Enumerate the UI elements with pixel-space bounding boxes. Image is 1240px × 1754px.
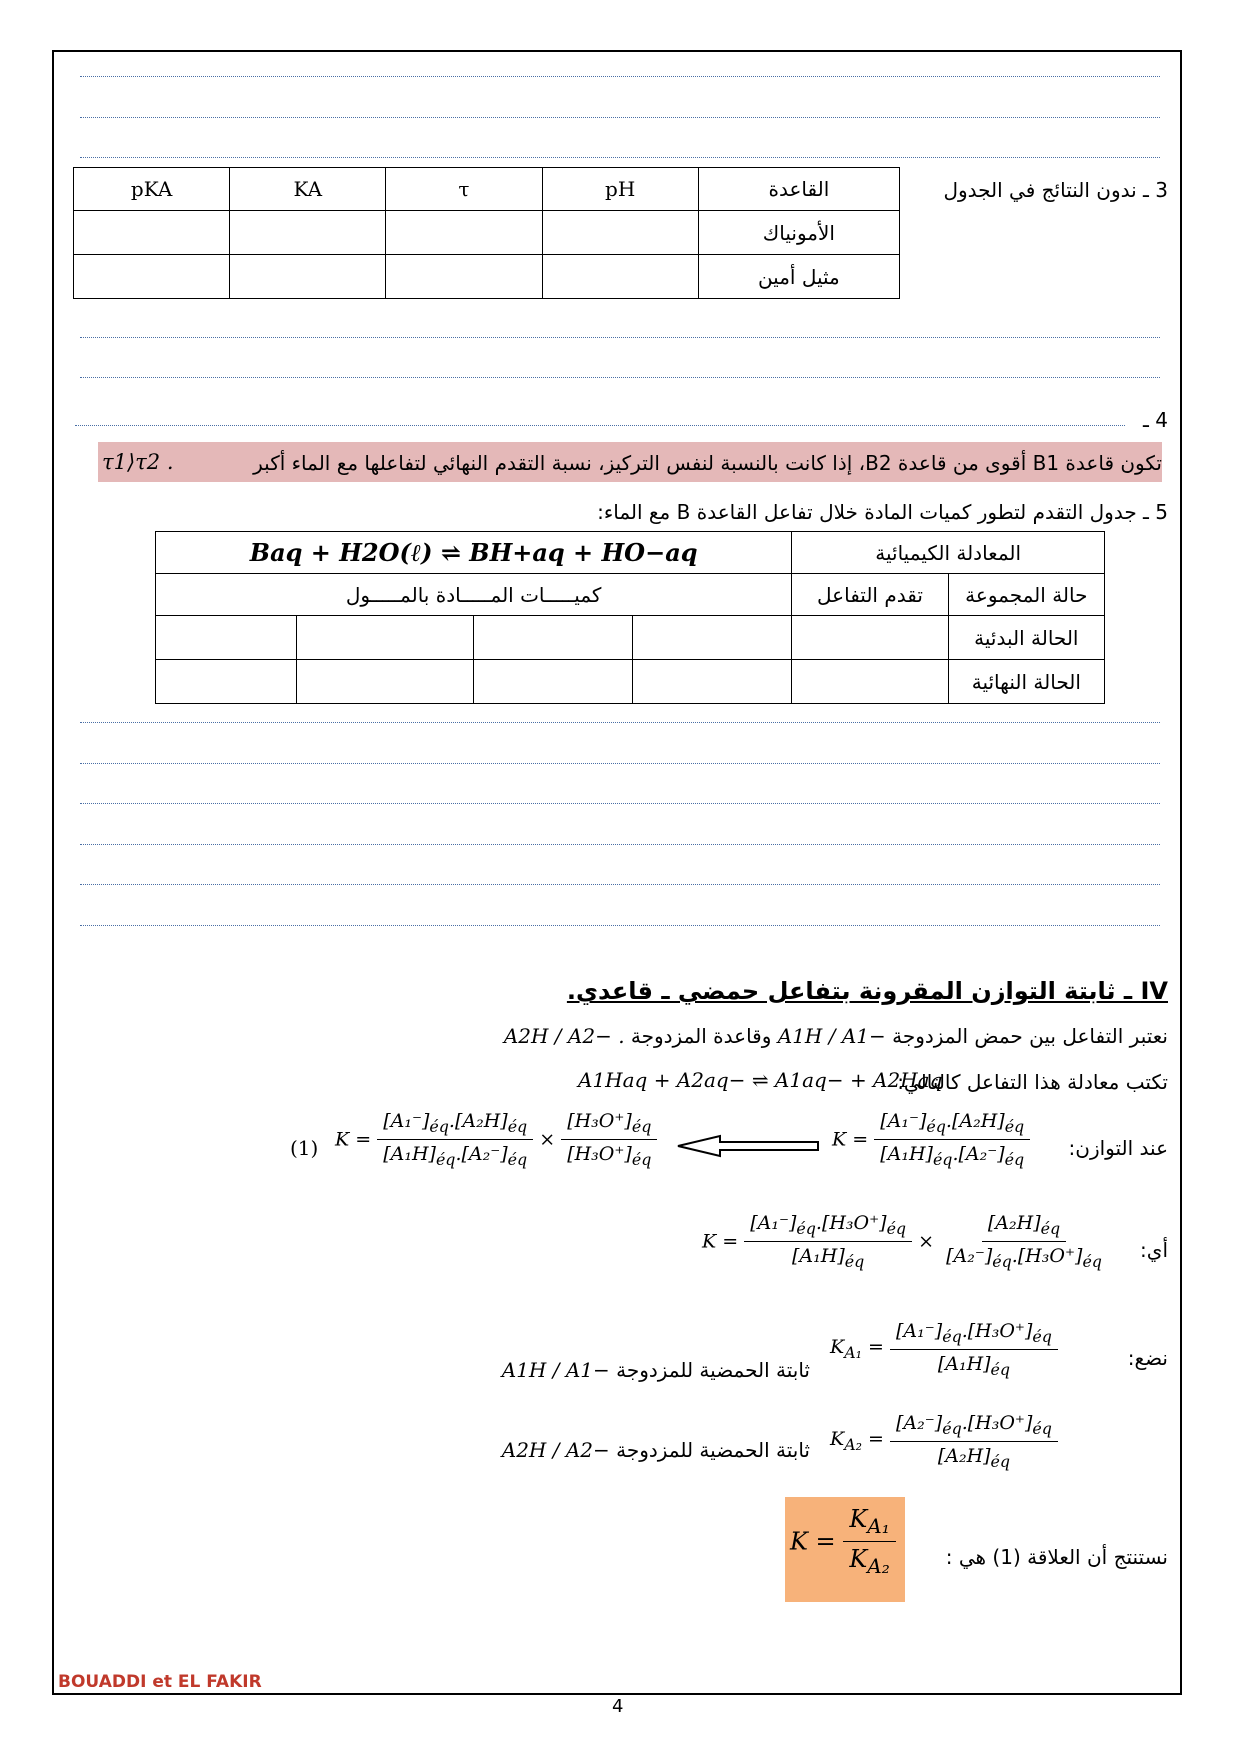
answer-line (75, 425, 1125, 426)
cell (230, 255, 386, 299)
page-number: 4 (612, 1696, 624, 1717)
answer-line (80, 377, 1160, 378)
row-methylamine: مثيل أمين (698, 255, 899, 299)
k-expression-split: K = $\frac{[A_1^-]_{éq}.[H_3O^+]_{éq}}{[A_1H]_{éq}}$ × $\frac{[A_2H]_{éq}}{[A_2^-]_{éq}.[H_3O^+]_{éq}}$ (702, 1212, 1102, 1271)
cell (156, 660, 297, 704)
equilibrium-label: عند التوازن: (1068, 1136, 1168, 1160)
cell (297, 660, 473, 704)
ka1-text: ثابتة الحمضية للمزدوجة (616, 1358, 810, 1382)
cell (632, 616, 791, 660)
quantities-header: كميـــــات المـــــادة بالمـــــول (156, 574, 792, 616)
q4-relation: τ1⟩τ2 . (102, 450, 174, 474)
header-tau: τ (386, 168, 542, 211)
cell (386, 211, 542, 255)
pair1: A1H / A1− (777, 1024, 886, 1048)
header-ph: pH (542, 168, 698, 211)
answer-line (80, 844, 1160, 845)
state-header: حالة المجموعة (948, 574, 1104, 616)
header-base: القاعدة (698, 168, 899, 211)
ka2-pair: A2H / A2− (501, 1438, 610, 1462)
q4-label: 4 ـ (1143, 408, 1168, 432)
q5-label: 5 ـ جدول التقدم لتطور كميات المادة خلال تفاعل القاعدة B مع الماء: (597, 500, 1168, 524)
cell (792, 660, 948, 704)
ka2-desc (502, 1438, 810, 1462)
intro-part2: وقاعدة المزدوجة (630, 1024, 772, 1048)
row-initial: الحالة البدئية (948, 616, 1104, 660)
k-expression-right: K = $\frac{[A_1^-]_{éq}.[A_2H]_{éq}}{[A_1H]_{éq}.[A_2^-]_{éq}}$ × $\frac{[H_3O^+]_{éq}}{[H_3O^+]_{éq}}$ (335, 1110, 657, 1169)
ka1-pair: A1H / A1− (501, 1358, 610, 1382)
answer-line (80, 803, 1160, 804)
cell (230, 211, 386, 255)
reaction-eq: A1Haq + A2aq− ⇌ A1aq− + A2Haq (578, 1068, 943, 1092)
cell (542, 211, 698, 255)
pair2: A2H / A2− . (503, 1024, 625, 1048)
answer-line (80, 337, 1160, 338)
header-pka: pKA (74, 168, 230, 211)
answer-line (80, 117, 1160, 118)
section-title: IV ـ ثابتة التوازن المقرونة بتفاعل حمضي ـ قاعدي. (566, 977, 1168, 1005)
advancement-table (155, 531, 1105, 704)
q3-label: 3 ـ ندون النتائج في الجدول (943, 178, 1168, 202)
answer-line (80, 884, 1160, 885)
authors-footer: BOUADDI et EL FAKIR (58, 1672, 262, 1692)
ka1-desc (502, 1358, 810, 1382)
cell (473, 616, 632, 660)
cell (386, 255, 542, 299)
eq-header: المعادلة الكيميائية (792, 532, 1105, 574)
section-intro (504, 1024, 1168, 1048)
advance-header: تقدم التفاعل (792, 574, 948, 616)
answer-line (80, 763, 1160, 764)
cell (542, 255, 698, 299)
row-ammonia: الأمونياك (698, 211, 899, 255)
ai-label: أي: (1140, 1238, 1168, 1262)
answer-line (80, 76, 1160, 77)
cell (792, 616, 948, 660)
cell (74, 255, 230, 299)
cell (74, 211, 230, 255)
we-set-label: نضع: (1127, 1346, 1168, 1370)
answer-line (80, 722, 1160, 723)
results-table (73, 167, 900, 299)
cell (156, 616, 297, 660)
intro-part1: نعتبر التفاعل بين حمض المزدوجة (892, 1024, 1168, 1048)
row-final: الحالة النهائية (948, 660, 1104, 704)
header-ka: KA (230, 168, 386, 211)
cell (473, 660, 632, 704)
ka2-text: ثابتة الحمضية للمزدوجة (616, 1438, 810, 1462)
conclude-label: نستنتج أن العلاقة (1) هي : (945, 1545, 1168, 1569)
cell (632, 660, 791, 704)
k-expression-left: K = $\frac{[A_1^-]_{éq}.[A_2H]_{éq}}{[A_1H]_{éq}.[A_2^-]_{éq}}$ (832, 1110, 1030, 1169)
answer-line (80, 157, 1160, 158)
eq-label: تكتب معادلة هذا التفاعل كالتالي: (897, 1070, 1168, 1094)
answer-line (80, 925, 1160, 926)
q4-text: تكون قاعدة B1 أقوى من قاعدة B2، إذا كانت بالنسبة لنفس التركيز، نسبة التقدم النهائي لتفاعلها مع الماء أكبر (253, 451, 1162, 475)
ka2-expression: $K_{A_2}$ = $\frac{[A_2^-]_{éq}.[H_3O^+]_{éq}}{[A_2H]_{éq}}$ (830, 1412, 1058, 1471)
ka1-expression: $K_{A_1}$ = $\frac{[A_1^-]_{éq}.[H_3O^+]_{éq}}{[A_1H]_{éq}}$ (830, 1320, 1058, 1379)
result-formula: K = $\frac{K_{A_1}}{K_{A_2}}$ (790, 1505, 896, 1578)
reaction-equation: Baq + H2O(ℓ) ⇌ BH+aq + HO−aq (156, 532, 792, 574)
eq-number: (1) (290, 1136, 319, 1160)
arrow-left-icon (676, 1134, 820, 1158)
cell (297, 616, 473, 660)
